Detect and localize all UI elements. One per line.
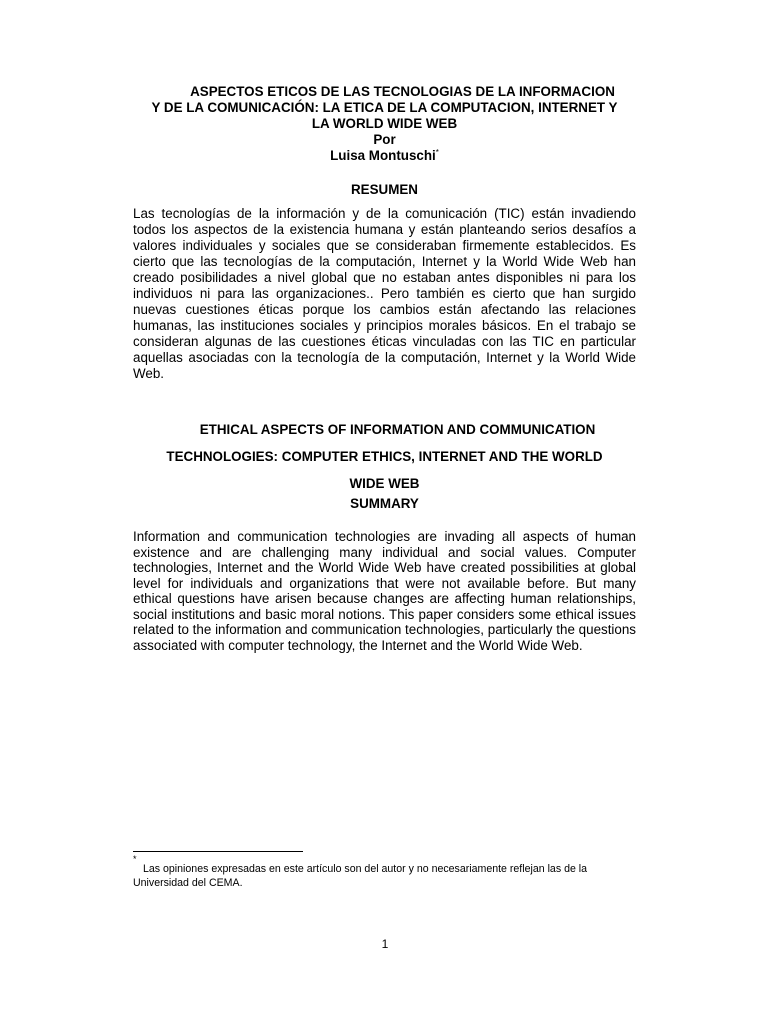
summary-heading: SUMMARY xyxy=(350,496,419,511)
page-number: 1 xyxy=(381,937,389,951)
english-title-block xyxy=(133,416,636,497)
english-title-line-1: ETHICAL ASPECTS OF INFORMATION AND COMMUNICATION xyxy=(199,422,596,437)
footnote-divider xyxy=(133,851,303,852)
footnote xyxy=(133,856,636,890)
title-line-2: Y DE LA COMUNICACIÓN: LA ETICA DE LA COMPUTACION, INTERNET Y xyxy=(151,100,618,115)
english-title-line-2: TECHNOLOGIES: COMPUTER ETHICS, INTERNET AND THE WORLD xyxy=(166,449,603,464)
title-line-3: LA WORLD WIDE WEB xyxy=(311,116,458,131)
author-line xyxy=(133,148,636,164)
by-label: Por xyxy=(373,132,396,147)
resumen-paragraph: Las tecnologías de la información y de la comunicación (TIC) están invadiendo todos los aspectos de la existencia humana y están planteando serios desafíos a valores individuales y sociales que se consideraban firmemente establecidos. Es cierto que las tecnologías de la computación, Internet y la World Wide Web han creado posibilidades a nivel global que no estaban antes disponibles ni para los individuos ni para las organizaciones.. Pero también es cierto que han surgido nuevas cuestiones éticas porque los cambios están afectando las relaciones humanas, las instituciones sociales y principios morales básicos. En el trabajo se consideran algunas de las cuestiones éticas vinculadas con las TIC en particular aquellas asociadas con la tecnología de la computación, Internet y la World Wide Web. xyxy=(133,206,636,381)
english-title-line-3: WIDE WEB xyxy=(349,476,420,491)
footnote-mark: * xyxy=(133,854,137,864)
footnote-text: Las opiniones expresadas en este artículo son del autor y no necesariamente reflejan las de la Universidad del CEMA. xyxy=(133,863,588,889)
title-line-1: ASPECTOS ETICOS DE LAS TECNOLOGIAS DE LA INFORMACION xyxy=(190,84,615,99)
spanish-title-block xyxy=(133,84,636,164)
author-name: Luisa Montuschi xyxy=(330,148,436,163)
resumen-heading: RESUMEN xyxy=(351,182,418,197)
author-footnote-mark: * xyxy=(435,148,439,157)
summary-paragraph: Information and communication technologies are invading all aspects of human existence and are challenging many individual and social values. Computer technologies, Internet and the World Wide Web have created possibilities at global level for individuals and organizations that were not available before. But many ethical questions have arisen because changes are affecting human relationships, social institutions and basic moral notions. This paper considers some ethical issues related to the information and communication technologies, particularly the questions associated with computer technology, the Internet and the World Wide Web. xyxy=(133,529,636,653)
